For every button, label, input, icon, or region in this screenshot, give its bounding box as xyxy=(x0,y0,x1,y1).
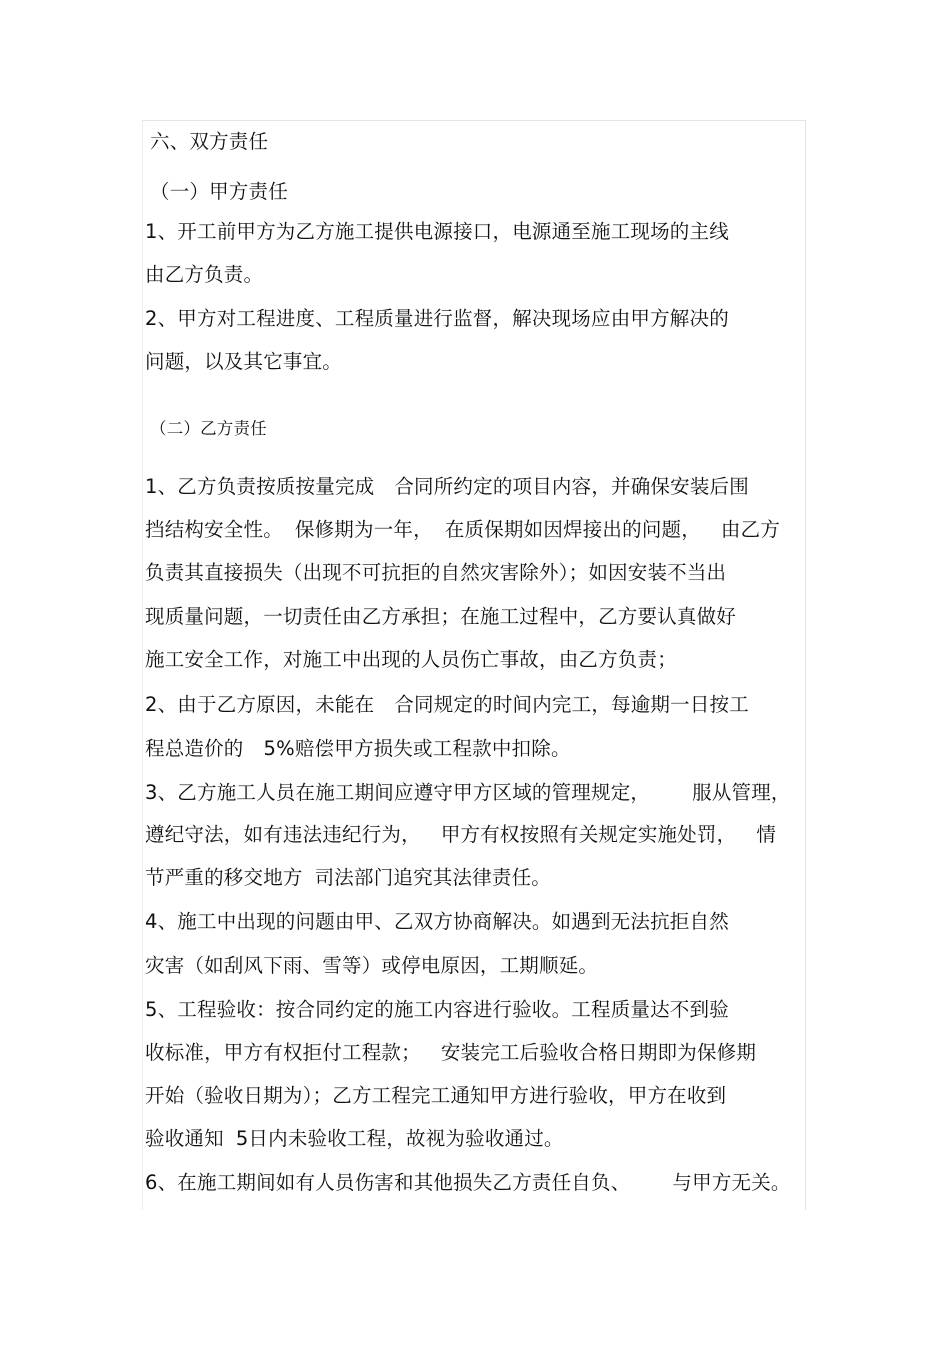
party-b-item-1-line-5: 施工安全工作，对施工中出现的人员伤亡事故，由乙方负责； xyxy=(145,648,677,671)
text-segment: 验收通知 xyxy=(145,1127,224,1150)
party-b-item-5-line-4 xyxy=(145,1126,564,1152)
text-segment: 与甲方无关。 xyxy=(672,1171,791,1194)
party-b-item-5-line-2 xyxy=(145,1040,756,1066)
text-segment: 在质保期如因焊接出的问题， xyxy=(444,518,701,541)
text-segment: 5日内未验收工程，故视为验收通过。 xyxy=(235,1127,564,1150)
text-segment: 安装完工后验收合格日期即为保修期 xyxy=(440,1041,757,1064)
text-segment: 合同所约定的项目内容，并确保安装后围 xyxy=(394,475,749,498)
text-segment: 甲方有权按照有关规定实施处罚， xyxy=(440,823,737,846)
text-segment: 收标准，甲方有权拒付工程款； xyxy=(145,1041,421,1064)
party-b-item-1-line-4: 现质量问题，一切责任由乙方承担；在施工过程中，乙方要认真做好 xyxy=(145,605,737,628)
party-b-item-2-line-1 xyxy=(145,692,749,718)
party-a-item-2-line-2: 问题，以及其它事宜。 xyxy=(145,350,343,373)
party-b-item-1-line-3: 负责其直接损失（出现不可抗拒的自然灾害除外）；如因安装不当出 xyxy=(145,561,727,584)
text-segment: 情 xyxy=(756,823,777,846)
text-segment: 程总造价的 xyxy=(145,737,244,760)
party-a-item-1-line-2: 由乙方负责。 xyxy=(145,263,264,286)
party-b-item-5-line-1: 5、工程验收：按合同约定的施工内容进行验收。工程质量达不到验 xyxy=(145,998,729,1021)
text-segment: 3、乙方施工人员在施工期间应遵守甲方区域的管理规定， xyxy=(145,781,651,804)
text-segment: 司法部门追究其法律责任。 xyxy=(314,866,552,889)
text-segment: 挡结构安全性。 xyxy=(145,518,283,541)
party-a-item-2-line-1: 2、甲方对工程进度、工程质量进行监督，解决现场应由甲方解决的 xyxy=(145,307,729,330)
party-b-item-3-line-3 xyxy=(145,865,551,891)
party-a-heading: （一）甲方责任 xyxy=(150,180,288,203)
party-b-item-6-line-1 xyxy=(145,1170,791,1196)
party-b-item-2-line-2 xyxy=(145,736,571,762)
party-b-item-5-line-3: 开始（验收日期为）；乙方工程完工通知甲方进行验收，甲方在收到 xyxy=(145,1084,727,1107)
party-b-item-1-line-1 xyxy=(145,474,749,500)
party-a-item-1-line-1: 1、开工前甲方为乙方施工提供电源接口，电源通至施工现场的主线 xyxy=(145,220,729,243)
party-b-item-1-line-2 xyxy=(145,517,780,543)
text-segment: 2、由于乙方原因，未能在 xyxy=(145,693,375,716)
text-segment: 5%赔偿甲方损失或工程款中扣除。 xyxy=(263,737,571,760)
text-segment: 由乙方 xyxy=(720,518,781,541)
text-segment: 服从管理， xyxy=(692,781,791,804)
text-segment: 保修期为一年， xyxy=(294,518,433,541)
party-b-item-3-line-1 xyxy=(145,780,791,806)
section-title: 六、双方责任 xyxy=(150,130,269,153)
text-segment: 遵纪守法，如有违法违纪行为， xyxy=(145,823,421,846)
party-b-heading: （二）乙方责任 xyxy=(150,419,267,438)
text-segment: 1、乙方负责按质按量完成 xyxy=(145,475,375,498)
party-b-item-3-line-2 xyxy=(145,822,776,848)
text-segment: 6、在施工期间如有人员伤害和其他损失乙方责任自负、 xyxy=(145,1171,631,1194)
party-b-item-4-line-1: 4、施工中出现的问题由甲、乙双方协商解决。如遇到无法抗拒自然 xyxy=(145,910,729,933)
party-b-item-4-line-2: 灾害（如刮风下雨、雪等）或停电原因，工期顺延。 xyxy=(145,954,599,977)
text-segment: 节严重的移交地方 xyxy=(145,866,303,889)
text-segment: 合同规定的时间内完工，每逾期一日按工 xyxy=(394,693,749,716)
